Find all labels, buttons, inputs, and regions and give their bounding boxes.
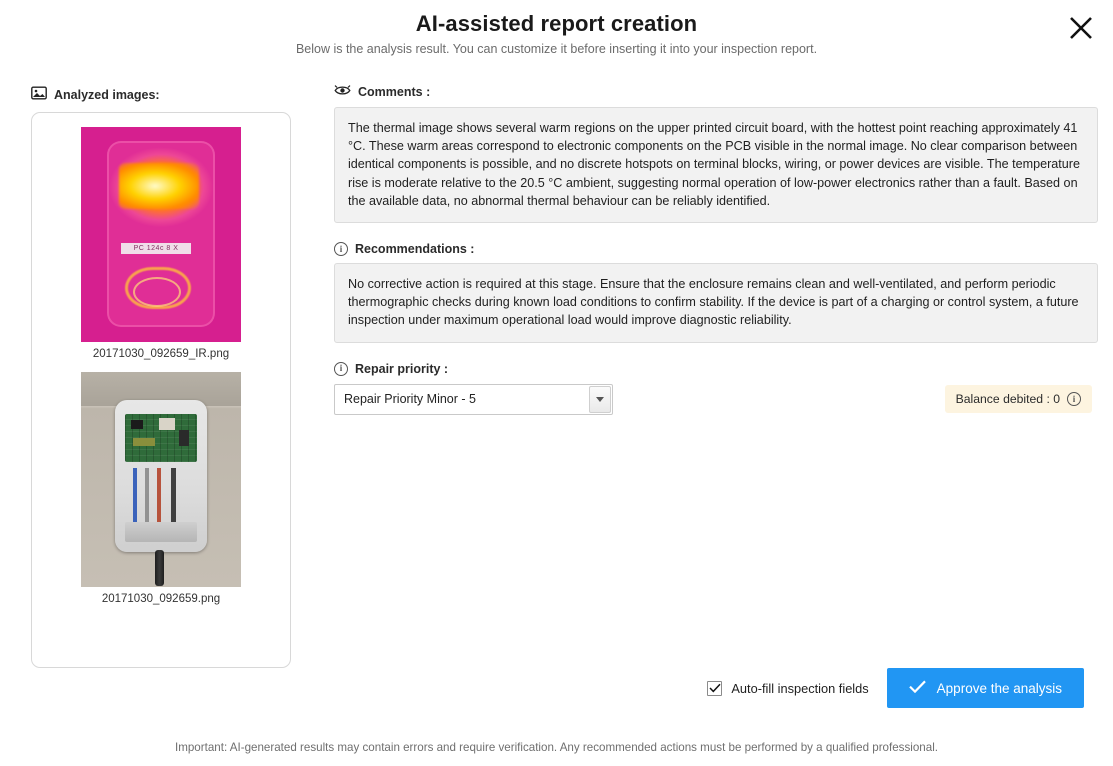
terminal-block: [125, 522, 197, 542]
analysis-section: [334, 84, 1098, 415]
page-title: AI-assisted report creation: [415, 11, 698, 36]
balance-text: Balance debited : 0: [955, 392, 1060, 407]
thumbnail-item[interactable]: [32, 372, 290, 605]
close-icon: [1067, 14, 1095, 42]
balance-badge: [945, 385, 1092, 413]
repair-priority-select[interactable]: [334, 384, 613, 415]
recommendations-label-row: [334, 242, 1098, 256]
cable: [155, 550, 164, 586]
close-button[interactable]: [1061, 8, 1101, 48]
dialog-header: [0, 0, 1113, 72]
images-panel: [31, 112, 291, 668]
thumbnail-caption: 20171030_092659.png: [101, 593, 221, 605]
wiring: [127, 468, 195, 528]
thumbnail-caption: 20171030_092659_IR.png: [92, 348, 230, 360]
thermal-hotspot: [119, 163, 199, 209]
analyzed-images-label-row: [31, 86, 291, 103]
thumbnail-item[interactable]: [32, 127, 290, 360]
pcb-component: [159, 418, 175, 430]
eye-icon: [334, 84, 351, 100]
image-icon: [31, 86, 47, 103]
analyzed-images-section: [31, 86, 291, 668]
pcb-component: [179, 430, 189, 446]
recommendations-textbox[interactable]: No corrective action is required at this stage. Ensure that the enclosure remains clean and well-ventilated, and perform periodic thermographic checks during known load conditions to confirm stability. If the device is part of a charging or control system, a future inspection under maximum operational load would improve diagnostic reliability.: [334, 263, 1098, 343]
analyzed-images-label: Analyzed images:: [54, 87, 160, 102]
page-subtitle: Below is the analysis result. You can customize it before inserting it into your inspection report.: [295, 42, 818, 56]
visible-image: [81, 372, 241, 587]
dialog-footer: [707, 668, 1084, 708]
chevron-down-icon[interactable]: [589, 386, 611, 413]
comments-textbox[interactable]: The thermal image shows several warm regions on the upper printed circuit board, with the hottest point reaching approximately 41 °C. These warm areas correspond to electronic components on the PCB visible in the normal image. No clear comparison between identical components is possible, and no discrete hotspots on terminal blocks, wiring, or power devices are visible. The temperature rise is moderate relative to the 20.5 °C ambient, suggesting normal operation of low-power electronics rather than a fault. Based on the available data, no abnormal thermal behaviour can be reliably identified.: [334, 107, 1098, 223]
info-icon: i: [334, 362, 348, 376]
approve-analysis-label: Approve the analysis: [936, 680, 1062, 696]
pcb-component: [131, 420, 143, 429]
repair-priority-label: Repair priority :: [355, 361, 449, 376]
disclaimer-text: Important: AI-generated results may contain errors and require verification. Any recommended actions must be performed by a qualified professional.: [174, 741, 938, 754]
repair-priority-value: Repair Priority Minor - 5: [344, 392, 476, 407]
repair-priority-row: [334, 384, 1098, 415]
repair-priority-label-row: [334, 362, 1098, 376]
autofill-checkbox[interactable]: [707, 681, 722, 696]
info-icon[interactable]: i: [1067, 392, 1081, 406]
pcb-component: [133, 438, 155, 446]
thermal-device-label: PC 124c 8 X: [121, 243, 191, 254]
check-icon: [909, 680, 926, 696]
comments-label: Comments :: [358, 85, 431, 99]
approve-analysis-button[interactable]: [887, 668, 1084, 708]
recommendations-label: Recommendations :: [355, 242, 475, 257]
comments-label-row: [334, 84, 1098, 100]
thermal-coil-inner: [133, 277, 181, 307]
visible-image-thumbnail[interactable]: [81, 372, 241, 587]
autofill-checkbox-row[interactable]: [707, 681, 868, 696]
info-icon: i: [334, 242, 348, 256]
autofill-label: Auto-fill inspection fields: [731, 680, 869, 696]
thermal-image-thumbnail[interactable]: [81, 127, 241, 342]
thermal-image: [81, 127, 241, 342]
check-icon: [709, 683, 721, 693]
